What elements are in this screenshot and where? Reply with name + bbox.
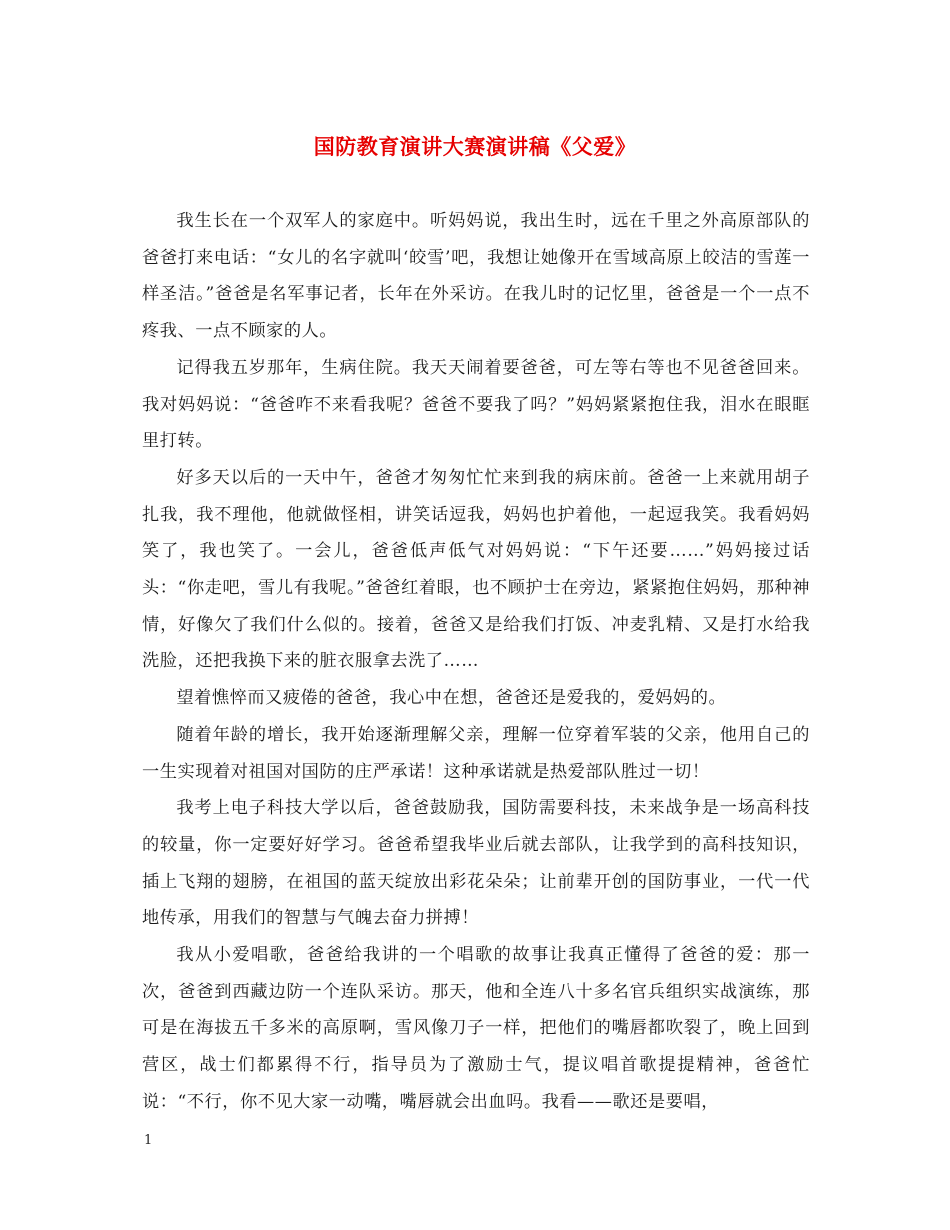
page-number: 1: [144, 1133, 153, 1148]
paragraph-4: 望着憔悴而又疲倦的爸爸，我心中在想，爸爸还是爱我的，爱妈妈的。: [176, 688, 727, 709]
paragraph-6: 我考上电子科技大学以后，爸爸鼓励我，国防需要科技，未来战争是一场高科技的较量，你一定要好好学习。爸爸希望我毕业后就去部队，让我学到的高科技知识，插上飞翔的翅膀，在祖国的蓝天绽放出彩花朵朵；让前辈开创的国防事业，一代一代地传承，用我们的智慧与气魄去奋力拼搏！: [142, 798, 810, 929]
document-title: 国防教育演讲大赛演讲稿《父爱》: [313, 134, 637, 159]
document-body: [142, 203, 810, 1121]
paragraph-3: 好多天以后的一天中午，爸爸才匆匆忙忙来到我的病床前。爸爸一上来就用胡子扎我，我不理他，他就做怪相，讲笑话逗我，妈妈也护着他，一起逗我笑。我看妈妈笑了，我也笑了。一会儿，爸爸低声低气对妈妈说：“下午还要……”妈妈接过话头：“你走吧，雪儿有我呢。”爸爸红着眼，也不顾护士在旁边，紧紧抱住妈妈，那种神情，好像欠了我们什么似的。接着，爸爸又是给我们打饭、冲麦乳精、又是打水给我洗脸，还把我换下来的脏衣服拿去洗了……: [142, 467, 810, 672]
paragraph-2: 记得我五岁那年，生病住院。我天天闹着要爸爸，可左等右等也不见爸爸回来。我对妈妈说：“爸爸咋不来看我呢？爸爸不要我了吗？”妈妈紧紧抱住我，泪水在眼眶里打转。: [142, 357, 810, 452]
paragraph-7: 我从小爱唱歌，爸爸给我讲的一个唱歌的故事让我真正懂得了爸爸的爱：那一次，爸爸到西藏边防一个连队采访。那天，他和全连八十多名官兵组织实战演练，那可是在海拔五千多米的高原啊，雪风像刀子一样，把他们的嘴唇都吹裂了，晚上回到营区，战士们都累得不行，指导员为了激励士气，提议唱首歌提提精神，爸爸忙说：“不行，你不见大家一动嘴，嘴唇就会出血吗。我看——歌还是要唱，: [142, 945, 810, 1112]
paragraph-1: 我生长在一个双军人的家庭中。听妈妈说，我出生时，远在千里之外高原部队的爸爸打来电话：“女儿的名字就叫‘皎雪’吧，我想让她像开在雪域高原上皎洁的雪莲一样圣洁。”爸爸是名军事记者，长年在外采访。在我儿时的记忆里，爸爸是一个一点不疼我、一点不顾家的人。: [142, 211, 810, 342]
paragraph-5: 随着年龄的增长，我开始逐渐理解父亲，理解一位穿着军装的父亲，他用自己的一生实现着对祖国对国防的庄严承诺！这种承诺就是热爱部队胜过一切！: [142, 724, 810, 782]
